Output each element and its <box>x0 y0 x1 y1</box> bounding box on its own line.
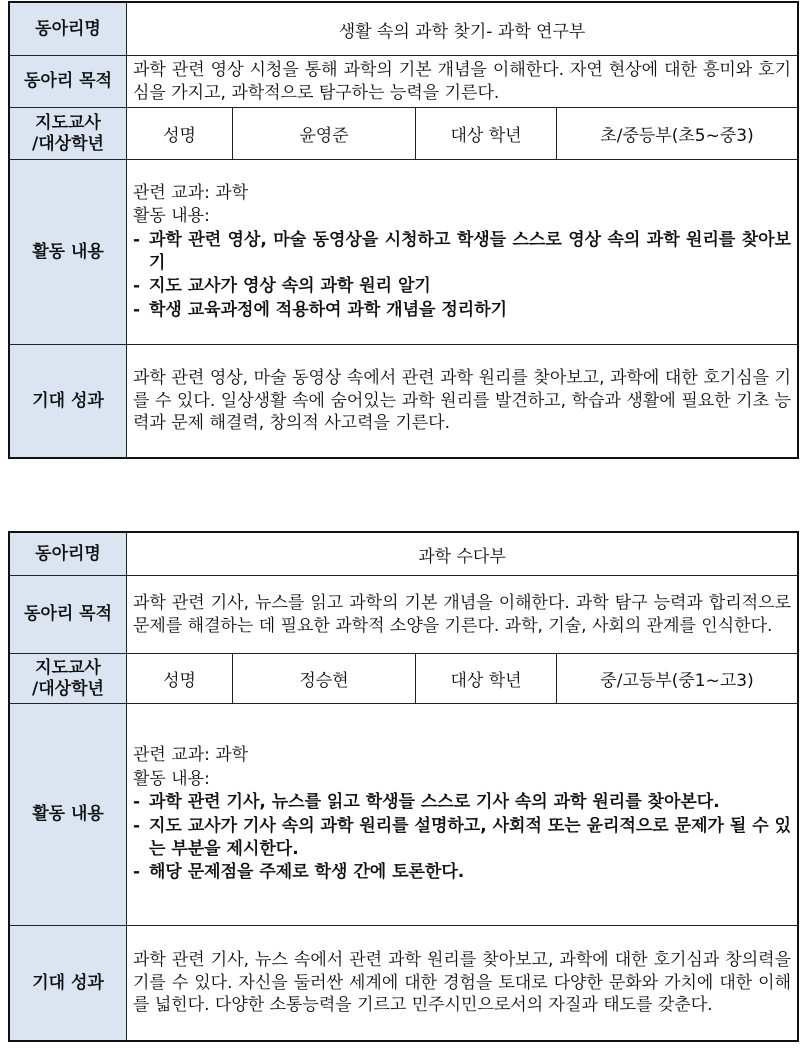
activity-item: - 지도 교사가 기사 속의 과학 원리를 설명하고, 사회적 또는 윤리적으로 문제가 될 수 있는 부분을 제시한다. <box>133 815 792 859</box>
activity-list <box>133 229 791 323</box>
teacher-row <box>10 108 798 160</box>
activity-item: - 학생 교육과정에 적용하여 과학 개념을 정리하기 <box>133 299 508 320</box>
teacher-label: 지도교사 <box>35 658 101 679</box>
teacher-grade-label <box>10 108 127 160</box>
target-grade-label: /대상학년 <box>32 133 104 154</box>
related-subject: 관련 교과: 과학 <box>133 745 249 766</box>
outcome-row <box>10 926 798 1041</box>
outcome-label: 기대 성과 <box>10 345 127 458</box>
activity-label: 활동 내용 <box>10 160 127 345</box>
grade-label: 대상 학년 <box>416 108 557 160</box>
target-grade-value: 초/중등부(초5~중3) <box>557 108 798 160</box>
club-name-label: 동아리명 <box>10 533 127 576</box>
related-subject: 관련 교과: 과학 <box>133 182 249 203</box>
club-purpose-label: 동아리 목적 <box>10 56 127 108</box>
activity-item: - 해당 문제점을 주제로 학생 간에 토론한다. <box>133 862 465 883</box>
activity-item-text: 학생 교육과정에 적용하여 과학 개념을 정리하기 <box>149 299 508 320</box>
club-purpose-row <box>10 56 798 108</box>
activity-row <box>10 160 798 345</box>
name-label: 성명 <box>127 654 233 704</box>
activity-item: - 과학 관련 기사, 뉴스를 읽고 학생들 스스로 기사 속의 과학 원리를 찾아본다. <box>133 792 720 813</box>
outcome-value: 과학 관련 기사, 뉴스 속에서 관련 과학 원리를 찾아보고, 과학에 대한 호기심과 창의력을 기를 수 있다. 자신을 둘러싼 세계에 대한 경험을 토대로 다양한 문화와 가치에 대한 이해를 넓힌다. 다양한 소통능력을 기르고 민주시민으로서의 자질과 태도를 갖춘다. <box>127 926 798 1041</box>
club-purpose-row <box>10 576 798 654</box>
teacher-name-value: 윤영준 <box>233 108 416 160</box>
target-grade-value: 중/고등부(중1~고3) <box>557 654 798 704</box>
club-table-2 <box>9 532 798 1041</box>
club-name-row <box>10 533 798 576</box>
activity-heading: 활동 내용: <box>133 206 210 227</box>
club-name-label: 동아리명 <box>10 3 127 56</box>
outcome-row <box>10 345 798 458</box>
target-grade-label: /대상학년 <box>32 678 104 699</box>
teacher-grade-label <box>10 654 127 704</box>
activity-heading: 활동 내용: <box>133 768 210 789</box>
activity-item-text: 과학 관련 영상, 마술 동영상을 시청하고 학생들 스스로 영상 속의 과학 원리를 찾아보기 <box>149 229 792 273</box>
activity-content <box>127 704 798 926</box>
club-name-row <box>10 3 798 56</box>
club-purpose-value: 과학 관련 영상 시청을 통해 과학의 기본 개념을 이해한다. 자연 현상에 대한 흥미와 호기심을 가지고, 과학적으로 탐구하는 능력을 기른다. <box>127 56 798 108</box>
activity-list <box>133 791 791 885</box>
club-table-1 <box>9 2 798 458</box>
teacher-name-value: 정승현 <box>233 654 416 704</box>
activity-item: - 과학 관련 영상, 마술 동영상을 시청하고 학생들 스스로 영상 속의 과학 원리를 찾아보기 <box>133 229 792 273</box>
activity-item-text: 해당 문제점을 주제로 학생 간에 토론한다. <box>149 862 465 883</box>
teacher-label: 지도교사 <box>35 113 101 134</box>
outcome-value: 과학 관련 영상, 마술 동영상 속에서 관련 과학 원리를 찾아보고, 과학에 대한 호기심을 기를 수 있다. 일상생활 속에 숨어있는 과학 원리를 발견하고, 학습과 생활에 필요한 기초 능력과 문제 해결력, 창의적 사고력을 기른다. <box>127 345 798 458</box>
name-label: 성명 <box>127 108 233 160</box>
activity-label: 활동 내용 <box>10 704 127 926</box>
activity-item-text: 지도 교사가 영상 속의 과학 원리 알기 <box>149 276 431 297</box>
teacher-row <box>10 654 798 704</box>
activity-item-text: 과학 관련 기사, 뉴스를 읽고 학생들 스스로 기사 속의 과학 원리를 찾아본다. <box>149 792 720 813</box>
activity-item: - 지도 교사가 영상 속의 과학 원리 알기 <box>133 276 431 297</box>
club-name-value: 생활 속의 과학 찾기- 과학 연구부 <box>127 3 798 56</box>
activity-item-text: 지도 교사가 기사 속의 과학 원리를 설명하고, 사회적 또는 윤리적으로 문제가 될 수 있는 부분을 제시한다. <box>149 815 792 859</box>
outcome-label: 기대 성과 <box>10 926 127 1041</box>
club-purpose-value: 과학 관련 기사, 뉴스를 읽고 과학의 기본 개념을 이해한다. 과학 탐구 능력과 합리적으로 문제를 해결하는 데 필요한 과학적 소양을 기른다. 과학, 기술, 사회의 관계를 인식한다. <box>127 576 798 654</box>
club-name-value: 과학 수다부 <box>127 533 798 576</box>
club-purpose-label: 동아리 목적 <box>10 576 127 654</box>
activity-row <box>10 704 798 926</box>
grade-label: 대상 학년 <box>416 654 557 704</box>
activity-content <box>127 160 798 345</box>
